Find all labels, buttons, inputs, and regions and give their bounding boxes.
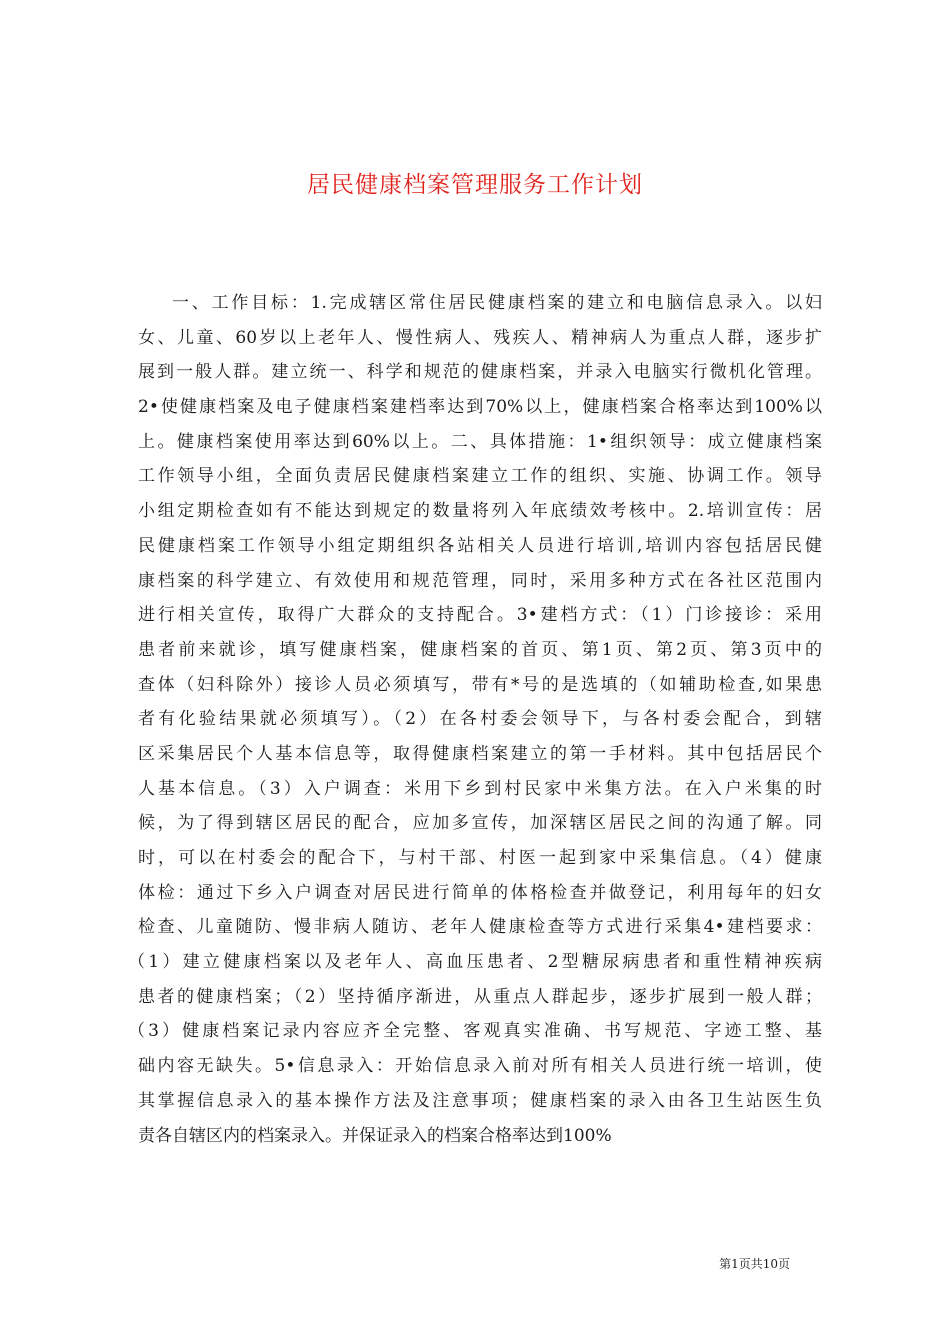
body-line: 责各自辖区内的档案录入。并保证录入的档案合格率达到100% bbox=[138, 1125, 612, 1146]
body-line: 工作领导小组，全面负责居民健康档案建立工作的组织、实施、协调工作。领导 bbox=[138, 466, 822, 487]
body-line: 检查、儿童随防、慢非病人随访、老年人健康检查等方式进行采集4•建档要求： bbox=[138, 917, 822, 938]
body-line: 一、工作目标：1.完成辖区常住居民健康档案的建立和电脑信息录入。以妇 bbox=[172, 293, 822, 313]
document-title: 居民健康档案管理服务工作计划 bbox=[307, 172, 643, 198]
body-line: 区采集居民个人基本信息等，取得健康档案建立的第一手材料。其中包括居民个 bbox=[138, 743, 822, 764]
body-line: 进行相关宣传，取得广大群众的支持配合。3•建档方式：（1）门诊接诊：采用 bbox=[138, 605, 822, 626]
body-line: 者有化验结果就必须填写）。（2）在各村委会领导下，与各村委会配合，到辖 bbox=[138, 709, 822, 730]
body-line: 查体（妇科除外）接诊人员必须填写，带有*号的是选填的（如辅助检查,如果患 bbox=[138, 674, 822, 695]
body-line: （3）健康档案记录内容应齐全完整、客观真实准确、书写规范、字迹工整、基 bbox=[128, 1021, 822, 1042]
body-line: 展到一般人群。建立统一、科学和规范的健康档案，并录入电脑实行微机化管理。 bbox=[138, 362, 822, 383]
body-line: 女、儿童、60岁以上老年人、慢性病人、残疾人、精神病人为重点人群，逐步扩 bbox=[138, 327, 822, 348]
body-line: 民健康档案工作领导小组定期组织各站相关人员进行培训,培训内容包括居民健 bbox=[138, 535, 822, 556]
body-line: 其掌握信息录入的基本操作方法及注意事项；健康档案的录入由各卫生站医生负 bbox=[138, 1090, 822, 1111]
body-line: 时，可以在村委会的配合下，与村干部、村医一起到家中采集信息。（4）健康 bbox=[138, 848, 822, 868]
page-number: 第1页共10页 bbox=[719, 1257, 790, 1271]
body-line: 候，为了得到辖区居民的配合，应加多宣传，加深辖区居民之间的沟通了解。同 bbox=[138, 813, 822, 834]
body-line: 2•使健康档案及电子健康档案建档率达到70%以上，健康档案合格率达到100%以 bbox=[138, 397, 822, 418]
body-line: 上。健康档案使用率达到60%以上。二、具体措施：1•组织领导：成立健康档案 bbox=[138, 431, 822, 452]
body-line: 础内容无缺失。5•信息录入：开始信息录入前对所有相关人员进行统一培训，使 bbox=[138, 1056, 822, 1077]
body-line: 患者的健康档案；（2）坚持循序渐进，从重点人群起步，逐步扩展到一般人群； bbox=[138, 986, 822, 1007]
body-line: 人基本信息。（3）入户调查：米用下乡到村民家中米集方法。在入户米集的时 bbox=[138, 778, 822, 799]
body-line: 患者前来就诊，填写健康档案，健康档案的首页、第1页、第2页、第3页中的 bbox=[138, 639, 822, 660]
body-line: 小组定期检查如有不能达到规定的数量将列入年底绩效考核中。2.培训宣传：居 bbox=[138, 501, 822, 522]
body-line: （1）建立健康档案以及老年人、高血压患者、2型糖尿病患者和重性精神疾病 bbox=[128, 952, 822, 973]
body-text bbox=[128, 286, 822, 1153]
body-line: 体检：通过下乡入户调查对居民进行简单的体格检查并做登记，利用每年的妇女 bbox=[138, 882, 822, 903]
body-line: 康档案的科学建立、有效使用和规范管理，同时，采用多种方式在各社区范围内 bbox=[138, 570, 822, 591]
